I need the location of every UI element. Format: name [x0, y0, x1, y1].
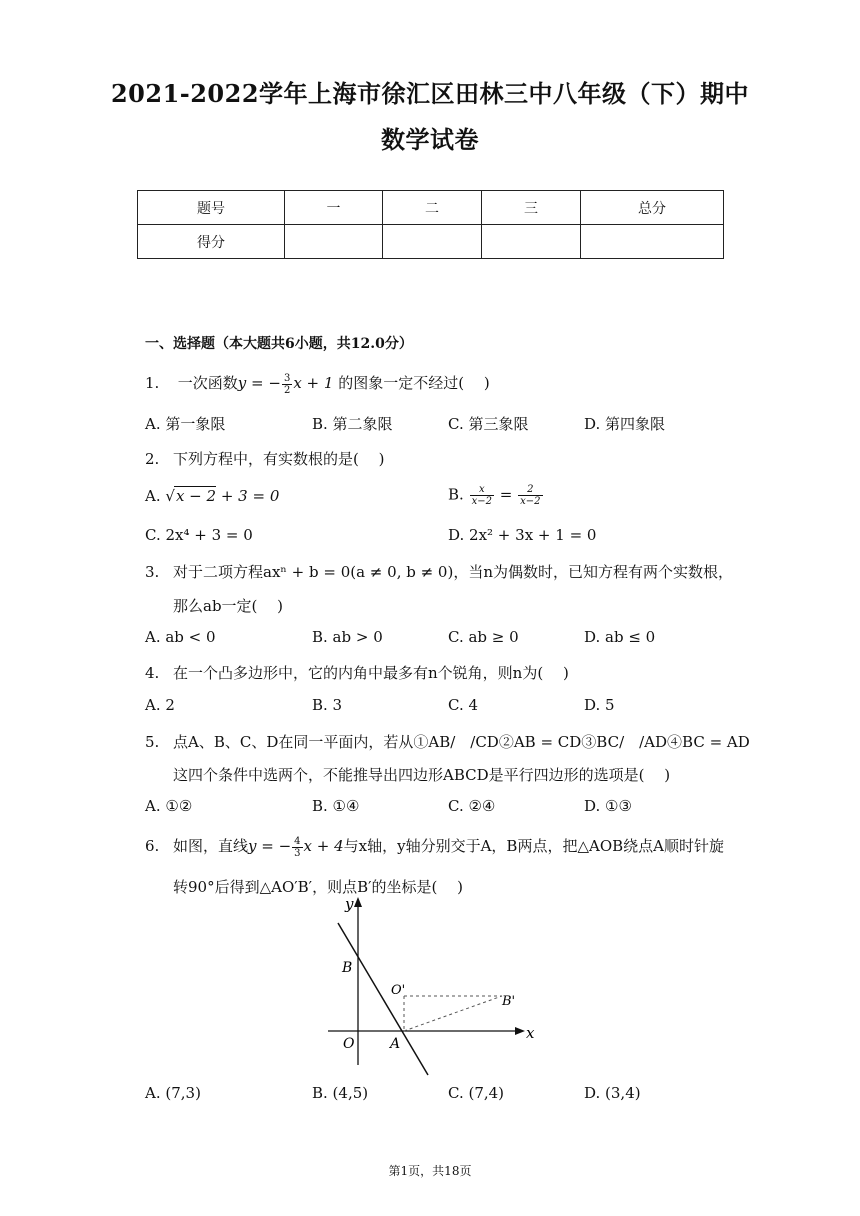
score-row-label: 得分 [138, 225, 285, 259]
question-1 [145, 372, 490, 396]
x-axis-arrow-icon [515, 1027, 525, 1035]
score-cell [285, 225, 383, 259]
paper-title-line2: 数学试卷 [381, 125, 479, 154]
fraction [470, 484, 494, 507]
denominator: x−2 [471, 496, 492, 507]
option-c: C. 第三象限 [448, 415, 529, 433]
y-axis-arrow-icon [354, 897, 362, 907]
label-o: O [343, 1036, 355, 1052]
question-text: 点A、B、C、D在同一平面内，若从①AB/ /CD②AB = CD③BC/ /AD④BC = AD [173, 733, 750, 751]
math-rest: + 3 = 0 [220, 487, 280, 505]
option-label: A. [145, 487, 161, 505]
question-6-figure [320, 895, 540, 1080]
option-d: D. (3,4) [584, 1084, 641, 1102]
option-b: B. ab > 0 [312, 628, 383, 646]
fraction [282, 373, 292, 396]
option-c: C. ab ≥ 0 [448, 628, 519, 646]
numerator: 4 [294, 835, 301, 847]
math-expression: y = − [248, 837, 292, 855]
question-number: 5. [145, 733, 160, 751]
option-a: A. (7,3) [145, 1084, 201, 1102]
option-d: D. ①③ [584, 797, 632, 815]
question-text: 的图象一定不经过( ) [338, 374, 490, 392]
denominator: 3 [294, 847, 301, 859]
option-a: A. 2 [145, 696, 175, 714]
question-text: 在一个凸多边形中，它的内角中最多有n个锐角，则n为( ) [173, 664, 569, 682]
page-footer: 第1页，共18页 [388, 1164, 472, 1178]
line-ab [338, 923, 428, 1075]
score-cell [383, 225, 482, 259]
question-number: 3. [145, 563, 160, 581]
label-y: y [345, 895, 354, 913]
numerator: x [470, 484, 494, 496]
radicand: x − 2 [175, 487, 217, 505]
question-6 [145, 835, 724, 859]
score-table-score-row [138, 225, 724, 259]
score-cell [482, 225, 581, 259]
question-text: 对于二项方程axⁿ + b = 0(a ≠ 0, b ≠ 0)，当n为偶数时，已知方程有两个实数根， [173, 563, 733, 581]
section-heading: 一、选择题（本大题共6小题，共12.0分） [145, 336, 413, 352]
label-a: A [390, 1036, 401, 1052]
option-c: C. (7,4) [448, 1084, 505, 1102]
math-expression: √x − 2 + 3 = 0 [165, 487, 280, 505]
question-3 [145, 561, 733, 582]
question-text: 下列方程中，有实数根的是( ) [173, 450, 385, 468]
score-cell [581, 225, 724, 259]
question-number: 4. [145, 664, 160, 682]
option-a [145, 486, 279, 505]
option-c: C. ②④ [448, 797, 496, 815]
score-header-cell: 一 [285, 191, 383, 225]
score-table [137, 190, 724, 259]
option-c: C. 2x⁴ + 3 = 0 [145, 526, 253, 544]
option-a: A. 第一象限 [145, 415, 226, 433]
option-a: A. ab < 0 [145, 628, 216, 646]
paper-title-line1: 2021-2022学年上海市徐汇区田林三中八年级（下）期中 [110, 79, 750, 108]
question-text: 与x轴，y轴分别交于A，B两点，把△AOB绕点A顺时针旋 [343, 837, 724, 855]
question-text: 如图，直线 [173, 837, 249, 855]
score-header-cell: 三 [482, 191, 581, 225]
option-label: B. [448, 485, 464, 504]
question-4 [145, 662, 569, 683]
denominator: 2 [283, 384, 291, 396]
question-text: 一次函数 [177, 374, 238, 392]
numerator: 3 [283, 372, 291, 384]
question-3-line2: 那么ab一定( ) [173, 597, 284, 615]
option-c: C. 4 [448, 696, 479, 714]
option-d: D. ab ≤ 0 [584, 628, 656, 646]
label-b-prime: B' [502, 994, 516, 1009]
label-x: x [526, 1024, 535, 1042]
math-expression: y = − [237, 374, 281, 392]
question-5 [145, 731, 750, 752]
option-b: B. 3 [312, 696, 343, 714]
segment-a-b1 [404, 996, 502, 1031]
numerator: 2 [518, 484, 542, 496]
math-expression: x + 1 [293, 374, 334, 392]
fraction [292, 836, 302, 859]
option-d: D. 5 [584, 696, 615, 714]
option-d: D. 2x² + 3x + 1 = 0 [448, 526, 597, 544]
score-header-cell: 题号 [138, 191, 285, 225]
option-b: B. (4,5) [312, 1084, 369, 1102]
score-table-header-row [138, 191, 724, 225]
label-o-prime: O' [391, 983, 406, 998]
question-2 [145, 448, 384, 469]
option-b: B. 第二象限 [312, 415, 393, 433]
question-6-line2: 转90°后得到△AO′B′，则点B′的坐标是( ) [173, 878, 463, 896]
score-header-cell: 总分 [581, 191, 724, 225]
math-operator: = [499, 485, 513, 504]
math-expression: x + 4 [303, 837, 344, 855]
fraction [518, 484, 542, 507]
label-b: B [342, 960, 353, 976]
question-number: 2. [145, 450, 160, 468]
question-number: 6. [145, 837, 160, 855]
option-a: A. ①② [145, 797, 193, 815]
question-5-line2: 这四个条件中选两个，不能推导出四边形ABCD是平行四边形的选项是( ) [173, 766, 671, 784]
option-d: D. 第四象限 [584, 415, 666, 433]
option-b [448, 484, 544, 507]
option-b: B. ①④ [312, 797, 360, 815]
denominator: x−2 [520, 496, 541, 507]
question-number: 1. [145, 374, 160, 392]
score-header-cell: 二 [383, 191, 482, 225]
